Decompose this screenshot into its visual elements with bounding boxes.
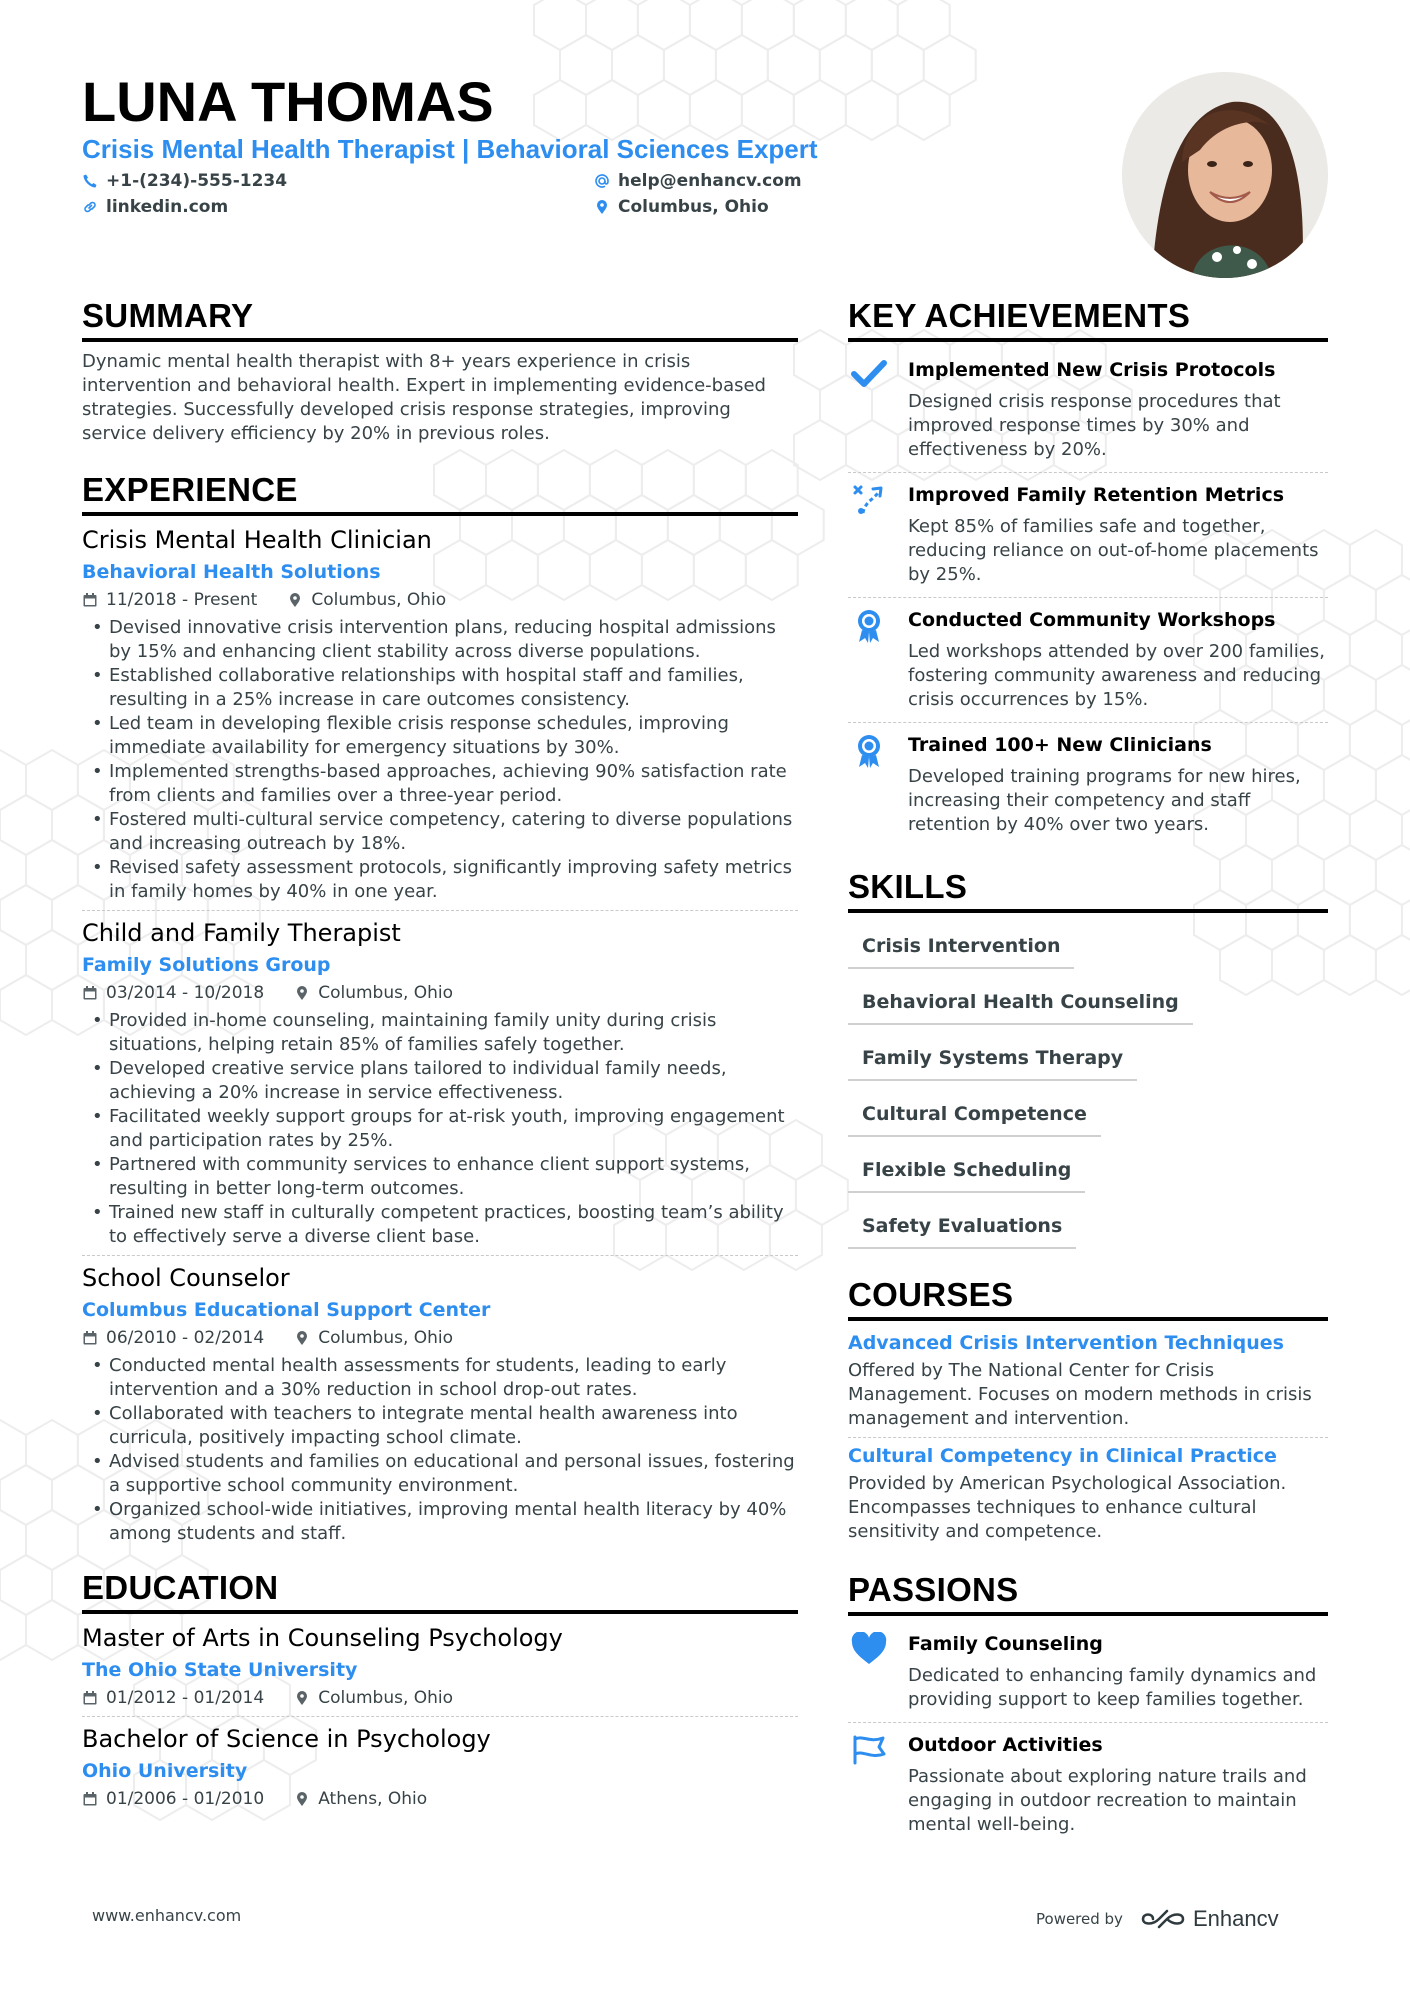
phone-text: +1-(234)-555-1234 (106, 171, 288, 191)
hexagon-shape (638, 80, 690, 140)
education-meta (82, 1686, 798, 1710)
achievement-title: Implemented New Crisis Protocols (908, 359, 1276, 381)
course-desc: Offered by The National Center for Crisis Management. Focuses on modern methods in crisis management and intervention. (848, 1360, 1312, 1429)
job-location: Columbus, Ohio (318, 1328, 454, 1348)
bullet-item: • Collaborated with teachers to integrate mental health awareness into curricula, positively impacting school climate. (82, 1402, 798, 1450)
bullet-item: • Fostered multi-cultural service competency, catering to diverse populations and increasing outreach by 18%. (82, 808, 798, 856)
course-title: Advanced Crisis Intervention Techniques (848, 1332, 1284, 1354)
hexagon-shape (0, 1555, 52, 1615)
hexagon-shape (0, 885, 52, 945)
right-column (848, 296, 1328, 1845)
hexagon-shape (690, 80, 742, 140)
achievement-title: Conducted Community Workshops (908, 609, 1276, 631)
hexagon-shape (794, 80, 846, 140)
bullet-item: • Advised students and families on educational and personal issues, fostering a supportive school community environment. (82, 1450, 798, 1498)
brand-logo (1139, 1906, 1279, 1932)
bullet-item: • Facilitated weekly support groups for at-risk youth, improving engagement and participation rates by 25%. (82, 1105, 798, 1153)
bullet-item: • Established collaborative relationships with hospital staff and families, resulting in a 25% increase in care outcomes consistency. (82, 664, 798, 712)
education-meta (82, 1787, 798, 1811)
hexagon-shape (586, 80, 638, 140)
education-item (82, 1622, 798, 1710)
strategy-icon (851, 483, 887, 517)
hexagon-shape (742, 80, 794, 140)
hexagon-shape (26, 840, 78, 900)
hexagon-shape (638, 0, 690, 50)
bullet-item: • Revised safety assessment protocols, significantly improving safety metrics in family homes by 40% in one year. (82, 856, 798, 904)
bullet-item: • Conducted mental health assessments for students, leading to early intervention and a 30% reduction in school drop-out rates. (82, 1354, 798, 1402)
summary-text: Dynamic mental health therapist with 8+ years experience in crisis intervention and behavioral health. Expert in implementing evidence-based strategies. Successfully developed crisis response strategies, improving service delivery efficiency by 20% in previous roles. (82, 351, 766, 444)
achievements-title: KEY ACHIEVEMENTS (848, 296, 1328, 342)
hexagon-shape (1324, 935, 1376, 995)
hexagon-shape (0, 795, 52, 855)
skill-tag: Family Systems Therapy (848, 1033, 1137, 1081)
achievement-desc: Led workshops attended by over 200 families, fostering community awareness and reducing crisis occurrences by 15%. (908, 641, 1325, 710)
company-name: Columbus Educational Support Center (82, 1299, 491, 1321)
education-dates: 01/2012 - 01/2014 (106, 1688, 265, 1708)
skill-tag: Behavioral Health Counseling (848, 977, 1193, 1025)
hexagon-shape (716, 35, 768, 95)
hexagon-shape (1350, 710, 1402, 770)
job-dates: 11/2018 - Present (106, 590, 258, 610)
achievement-title: Improved Family Retention Metrics (908, 484, 1285, 506)
job-bullets (82, 1354, 798, 1546)
email-text: help@enhancv.com (618, 171, 802, 191)
school-name: Ohio University (82, 1760, 248, 1782)
bullet-item: • Partnered with community services to enhance client support systems, resulting in better long-term outcomes. (82, 1153, 798, 1201)
bullet-item: • Organized school-wide initiatives, improving mental health literacy by 40% among students and staff. (82, 1498, 798, 1546)
company-name: Family Solutions Group (82, 954, 331, 976)
footer-branding[interactable] (1036, 1906, 1279, 1932)
hexagon-shape (534, 0, 586, 50)
hexagon-shape (1376, 845, 1410, 905)
job-title: Crisis Mental Health Clinician (82, 526, 432, 554)
education-location: Columbus, Ohio (318, 1688, 454, 1708)
location-pin-icon (294, 985, 310, 1001)
phone-icon (82, 173, 98, 189)
divider (848, 722, 1328, 723)
candidate-name: LUNA THOMAS (82, 70, 494, 133)
hexagon-shape (0, 1420, 26, 1480)
achievement-item (848, 475, 1328, 595)
bullet-item: • Provided in-home counseling, maintaining family unity during crisis situations, helping retain 85% of families safely together. (82, 1009, 798, 1057)
hexagon-shape (26, 750, 78, 810)
skill-tag: Crisis Intervention (848, 921, 1074, 969)
hexagon-shape (768, 35, 820, 95)
hexagon-shape (1324, 845, 1376, 905)
location-pin-icon (294, 1791, 310, 1807)
flag-icon (851, 1733, 887, 1765)
hexagon-shape (1350, 890, 1402, 950)
infinity-logo-icon (1139, 1907, 1187, 1931)
footer-website[interactable]: www.enhancv.com (92, 1906, 242, 1925)
hexagon-shape (742, 0, 794, 50)
hexagon-shape (1376, 665, 1410, 725)
divider (82, 910, 798, 911)
hexagon-shape (872, 35, 924, 95)
hexagon-shape (26, 1510, 78, 1570)
bullet-item: • Implemented strengths-based approaches, achieving 90% satisfaction rate from clients and families over a three-year period. (82, 760, 798, 808)
hexagon-shape (820, 35, 872, 95)
hexagon-shape (1324, 755, 1376, 815)
passion-title: Family Counseling (908, 1633, 1103, 1655)
location-pin-icon (294, 1330, 310, 1346)
hexagon-shape (1376, 575, 1410, 635)
job-location: Columbus, Ohio (311, 590, 447, 610)
bullet-item: • Trained new staff in culturally competent practices, boosting team’s ability to effectively serve a diverse client base. (82, 1201, 798, 1249)
location-pin-icon (287, 592, 303, 608)
hexagon-shape (0, 750, 26, 810)
job-dates: 06/2010 - 02/2014 (106, 1328, 265, 1348)
degree-title: Bachelor of Science in Psychology (82, 1725, 491, 1753)
education-title: EDUCATION (82, 1568, 798, 1614)
checkmark-icon (851, 358, 887, 388)
powered-by-label: Powered by (1036, 1910, 1123, 1928)
education-item (82, 1723, 798, 1811)
hexagon-shape (1350, 800, 1402, 860)
skill-tag: Safety Evaluations (848, 1201, 1076, 1249)
hexagon-shape (1350, 620, 1402, 680)
bullet-item: • Led team in developing flexible crisis response schedules, improving immediate availability for emergency situations by 30%. (82, 712, 798, 760)
headline: Crisis Mental Health Therapist | Behavioral Sciences Expert (82, 134, 818, 164)
hexagon-shape (846, 80, 898, 140)
company-name: Behavioral Health Solutions (82, 561, 381, 583)
location-pin-icon (594, 199, 610, 215)
hexagon-shape (0, 840, 26, 900)
hexagon-shape (690, 0, 742, 50)
hexagon-shape (846, 0, 898, 50)
skill-tag: Cultural Competence (848, 1089, 1101, 1137)
link-icon (82, 199, 98, 215)
heart-icon (850, 1632, 888, 1666)
hexagon-shape (0, 930, 26, 990)
email-contact[interactable] (594, 171, 802, 191)
calendar-icon (82, 592, 98, 608)
profile-photo (1122, 72, 1328, 278)
passions-title: PASSIONS (848, 1570, 1328, 1616)
hexagon-shape (898, 0, 950, 50)
achievement-item (848, 350, 1328, 470)
course-item (848, 1329, 1328, 1431)
hexagon-shape (1324, 575, 1376, 635)
achievement-desc: Designed crisis response procedures that improved response times by 30% and effectiveness by 20%. (908, 391, 1281, 460)
hexagon-shape (1376, 755, 1410, 815)
course-title: Cultural Competency in Clinical Practice (848, 1445, 1277, 1467)
hexagon-shape (560, 35, 612, 95)
linkedin-contact[interactable] (82, 197, 228, 217)
achievement-desc: Kept 85% of families safe and together, reducing reliance on out-of-home placements by 25%. (908, 516, 1319, 585)
divider (82, 1716, 798, 1717)
courses-title: COURSES (848, 1275, 1328, 1321)
summary-title: SUMMARY (82, 296, 798, 342)
award-ribbon-icon (854, 733, 884, 769)
degree-title: Master of Arts in Counseling Psychology (82, 1624, 563, 1652)
passion-item (848, 1624, 1328, 1720)
hexagon-shape (612, 35, 664, 95)
divider (82, 1255, 798, 1256)
skill-tag: Flexible Scheduling (848, 1145, 1085, 1193)
phone-contact[interactable] (82, 171, 287, 191)
brand-name: Enhancv (1192, 1906, 1279, 1931)
award-ribbon-icon (854, 608, 884, 644)
location-text: Columbus, Ohio (618, 197, 769, 217)
passion-desc: Passionate about exploring nature trails and engaging in outdoor recreation to maintain mental well-being. (908, 1766, 1307, 1835)
hexagon-shape (26, 1600, 78, 1660)
experience-item (82, 1262, 798, 1546)
hexagon-shape (0, 1510, 26, 1570)
at-icon (594, 173, 610, 189)
job-location: Columbus, Ohio (318, 983, 454, 1003)
location-pin-icon (294, 1690, 310, 1706)
passion-desc: Dedicated to enhancing family dynamics and providing support to keep families together. (908, 1665, 1317, 1710)
hexagon-shape (924, 35, 976, 95)
skills-list (848, 921, 1328, 1257)
bullet-item: • Developed creative service plans tailored to individual family needs, achieving a 20% increase in service effectiveness. (82, 1057, 798, 1105)
school-name: The Ohio State University (82, 1659, 358, 1681)
passion-title: Outdoor Activities (908, 1734, 1103, 1756)
experience-item (82, 917, 798, 1249)
job-title: Child and Family Therapist (82, 919, 401, 947)
job-meta (82, 588, 798, 612)
hexagon-shape (794, 330, 846, 390)
hexagon-shape (0, 1465, 52, 1525)
job-dates: 03/2014 - 10/2018 (106, 983, 265, 1003)
job-bullets (82, 616, 798, 904)
location-contact (594, 197, 769, 217)
hexagon-shape (26, 1420, 78, 1480)
hexagon-shape (534, 80, 586, 140)
course-desc: Provided by American Psychological Association. Encompasses techniques to enhance cultural sensitivity and competence. (848, 1473, 1287, 1542)
course-item (848, 1442, 1328, 1544)
hexagon-shape (26, 930, 78, 990)
job-bullets (82, 1009, 798, 1249)
linkedin-text: linkedin.com (106, 197, 229, 217)
left-column (82, 296, 798, 1811)
passion-item (848, 1725, 1328, 1845)
hexagon-shape (0, 1600, 26, 1660)
divider (848, 1437, 1328, 1438)
job-meta (82, 1326, 798, 1350)
calendar-icon (82, 1791, 98, 1807)
job-title: School Counselor (82, 1264, 290, 1292)
hexagon-shape (1324, 665, 1376, 725)
hexagon-shape (898, 80, 950, 140)
divider (848, 597, 1328, 598)
education-dates: 01/2006 - 01/2010 (106, 1789, 265, 1809)
experience-item (82, 524, 798, 904)
hexagon-shape (796, 1165, 848, 1225)
achievement-item (848, 600, 1328, 720)
calendar-icon (82, 1330, 98, 1346)
divider (848, 1722, 1328, 1723)
achievement-item (848, 725, 1328, 845)
bullet-item: • Devised innovative crisis intervention plans, reducing hospital admissions by 15% and enhancing client stability across diverse populations. (82, 616, 798, 664)
calendar-icon (82, 1690, 98, 1706)
education-location: Athens, Ohio (318, 1789, 428, 1809)
hexagon-shape (0, 975, 52, 1035)
calendar-icon (82, 985, 98, 1001)
hexagon-shape (664, 35, 716, 95)
achievement-title: Trained 100+ New Clinicians (908, 734, 1212, 756)
divider (848, 472, 1328, 473)
hexagon-shape (1350, 530, 1402, 590)
skills-title: SKILLS (848, 867, 1328, 913)
hexagon-shape (1376, 935, 1410, 995)
job-meta (82, 981, 798, 1005)
hexagon-shape (794, 0, 846, 50)
achievement-desc: Developed training programs for new hires, increasing their competency and staff retention by 40% over two years. (908, 766, 1301, 835)
hexagon-shape (794, 420, 846, 480)
hexagon-shape (586, 0, 638, 50)
experience-title: EXPERIENCE (82, 470, 798, 516)
